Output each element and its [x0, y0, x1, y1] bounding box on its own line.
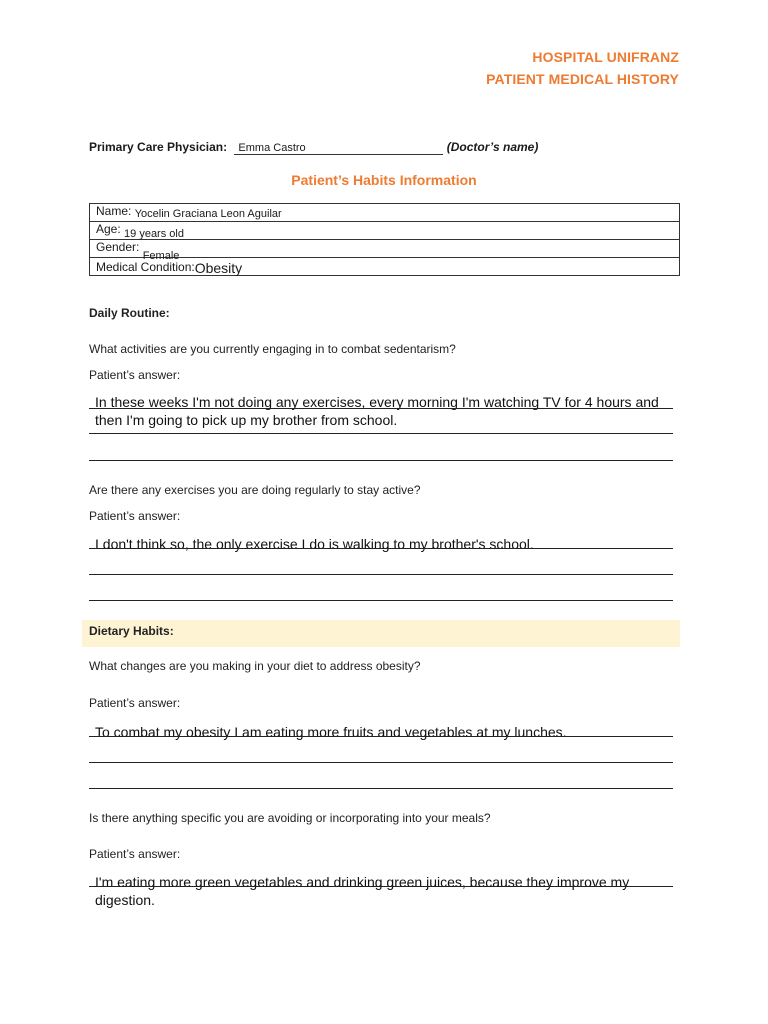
- diet-answer-1-label: Patient’s answer:: [89, 696, 181, 710]
- daily-answer-2[interactable]: I don't think so, the only exercise I do is walking to my brother's school.: [95, 536, 534, 552]
- gender-field[interactable]: Female: [142, 250, 180, 262]
- diet-question-1: What changes are you making in your diet to address obesity?: [89, 659, 421, 673]
- table-row: [90, 258, 680, 276]
- daily-answer-1[interactable]: In these weeks I'm not doing any exercises, every morning I'm watching TV for 4 hours and then I'm going to pick up my brother from school.: [95, 394, 659, 428]
- daily-routine-heading: Daily Routine:: [89, 306, 170, 320]
- daily-answer-1-label: Patient’s answer:: [89, 368, 181, 382]
- diet-answer-1[interactable]: To combat my obesity I am eating more fruits and vegetables at my lunches.: [95, 724, 567, 740]
- daily-question-2: Are there any exercises you are doing regularly to stay active?: [89, 483, 421, 497]
- name-label: Name:: [96, 204, 132, 218]
- answer-line: [89, 886, 673, 887]
- answer-line: [89, 460, 673, 461]
- daily-answer-2-label: Patient’s answer:: [89, 509, 181, 523]
- answer-line: [89, 548, 673, 549]
- table-row: [90, 222, 680, 240]
- condition-field[interactable]: Obesity: [194, 260, 243, 276]
- physician-row: [89, 140, 538, 155]
- answer-line: [89, 600, 673, 601]
- answer-line: [89, 408, 673, 409]
- physician-name-field[interactable]: Emma Castro: [234, 142, 443, 155]
- age-label: Age:: [96, 222, 121, 236]
- age-field[interactable]: 19 years old: [124, 228, 184, 240]
- hospital-name: HOSPITAL UNIFRANZ: [532, 49, 679, 65]
- physician-label: Primary Care Physician:: [89, 140, 228, 154]
- dietary-habits-heading: Dietary Habits:: [89, 624, 174, 638]
- diet-answer-2[interactable]: I'm eating more green vegetables and drinking green juices, because they improve my digestion.: [95, 874, 630, 908]
- gender-label: Gender:: [96, 240, 140, 254]
- answer-line: [89, 574, 673, 575]
- answer-line: [89, 762, 673, 763]
- physician-note: (Doctor’s name): [446, 140, 539, 154]
- answer-line: [89, 736, 673, 737]
- table-row: [90, 204, 680, 222]
- table-row: [90, 240, 680, 258]
- diet-answer-2-label: Patient’s answer:: [89, 847, 181, 861]
- daily-question-1: What activities are you currently engaging in to combat sedentarism?: [89, 342, 456, 356]
- section-title: Patient’s Habits Information: [291, 172, 477, 188]
- diet-question-2: Is there anything specific you are avoiding or incorporating into your meals?: [89, 811, 491, 825]
- name-field[interactable]: Yocelin Graciana Leon Aguilar: [134, 208, 282, 220]
- document-title: PATIENT MEDICAL HISTORY: [486, 71, 679, 87]
- condition-label: Medical Condition:: [96, 260, 195, 274]
- answer-line: [89, 433, 673, 434]
- answer-line: [89, 788, 673, 789]
- patient-info-table: [89, 203, 680, 276]
